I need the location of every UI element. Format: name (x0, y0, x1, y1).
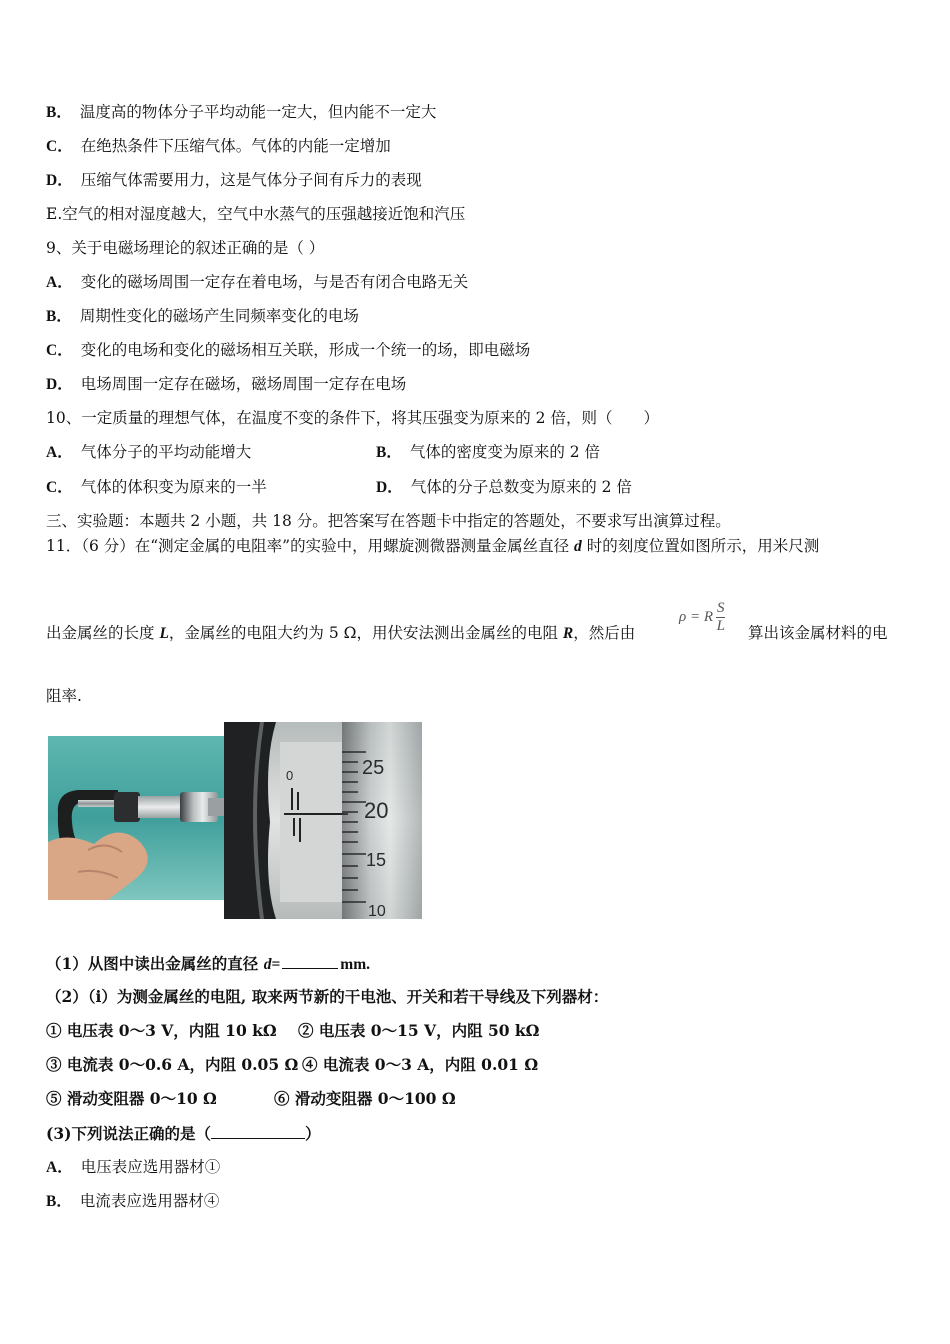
option-text: 气体的体积变为原来的一半 (80, 478, 267, 496)
q9-option-d (46, 374, 406, 395)
q11-text: (3)下列说法正确的是（ (46, 1124, 211, 1143)
formula-numerator: S (716, 600, 725, 616)
q10-option-d (376, 477, 632, 498)
left-photo (48, 722, 224, 919)
q10-option-b (376, 442, 600, 463)
q11-text: 时的刻度位置如图所示，用米尺测 (581, 537, 820, 555)
q11-text: 出金属丝的长度 (46, 624, 160, 642)
option-label: D． (46, 376, 73, 393)
option-text: 周期性变化的磁场产生同频率变化的电场 (79, 307, 359, 325)
thimble-label-15: 15 (366, 850, 387, 870)
q9-option-c (46, 340, 530, 361)
q10-option-c (46, 477, 267, 498)
option-label: B． (376, 444, 402, 461)
option-text: 气体的密度变为原来的 2 倍 (409, 443, 601, 461)
formula-lhs: ρ = R (679, 608, 713, 625)
q11-var-R: R (562, 625, 574, 642)
option-text: 变化的磁场周围一定存在着电场，与是否有闭合电路无关 (80, 273, 469, 291)
q11-text: 11．（6 分）在“测定金属的电阻率”的实验中，用螺旋测微器测量金属丝直径 (46, 537, 575, 555)
sleeve-label-0: 0 (286, 768, 294, 783)
q11-sub-3 (46, 1123, 320, 1144)
q11-var-d: d (574, 538, 582, 555)
q11-equals: = (271, 956, 281, 973)
q8-option-d (46, 170, 422, 191)
section-heading: 三、实验题：本题共 2 小题，共 18 分。把答案写在答题卡中指定的答题处，不要求写出演算过程。 (46, 512, 731, 530)
equipment-2: ② 电压表 0～15 V，内阻 50 kΩ (298, 1021, 540, 1040)
answer-blank[interactable] (282, 953, 338, 969)
option-label: C． (46, 342, 73, 359)
q9-option-b (46, 306, 359, 327)
option-label: C． (46, 138, 73, 155)
option-label: D． (46, 172, 73, 189)
micrometer-image (48, 722, 422, 919)
option-text: 电流表应选用器材④ (79, 1192, 220, 1210)
option-text: 电压表应选用器材① (80, 1158, 221, 1176)
option-text: E.空气的相对湿度越大，空气中水蒸气的压强越接近饱和汽压 (46, 205, 466, 223)
micrometer-photo (48, 722, 422, 919)
option-label: A． (46, 274, 73, 291)
q11-option-b (46, 1191, 219, 1212)
thimble-label-10: 10 (368, 903, 386, 919)
option-text: 气体分子的平均动能增大 (80, 443, 252, 461)
q11-unit: mm. (340, 956, 370, 973)
option-text: 气体的分子总数变为原来的 2 倍 (410, 478, 632, 496)
q11-line-2-end: 算出该金属材料的电 (748, 624, 888, 642)
option-text: 温度高的物体分子平均动能一定大，但内能不一定大 (79, 103, 437, 121)
equipment-4: ④ 电流表 0～3 A，内阻 0.01 Ω (302, 1055, 539, 1074)
q8-option-b (46, 102, 436, 123)
q8-option-e (46, 204, 465, 224)
option-text: 在绝热条件下压缩气体。气体的内能一定增加 (80, 137, 391, 155)
equipment-1: ① 电压表 0～3 V，内阻 10 kΩ (46, 1021, 277, 1040)
option-label: B． (46, 308, 72, 325)
q11-line-3: 阻率. (46, 687, 82, 705)
formula-denominator: L (716, 618, 725, 634)
option-text: 压缩气体需要用力，这是气体分子间有斥力的表现 (80, 171, 422, 189)
answer-blank[interactable] (211, 1123, 305, 1139)
option-text: 电场周围一定存在磁场，磁场周围一定存在电场 (80, 375, 407, 393)
option-label: A． (46, 1159, 73, 1176)
equipment-3: ③ 电流表 0～0.6 A，内阻 0.05 Ω (46, 1055, 299, 1074)
option-label: B． (46, 104, 72, 121)
q11-text: （1）从图中读出金属丝的直径 (46, 954, 264, 973)
q11-var-L: L (159, 625, 169, 642)
formula-fraction (716, 600, 726, 635)
q11-sub-2: （2）（i）为测金属丝的电阻, 取来两节新的干电池、开关和若干导线及下列器材： (46, 987, 609, 1006)
q11-text: ，然后由 (573, 624, 636, 642)
right-photo (224, 722, 422, 919)
q11-line-2 (46, 623, 635, 644)
option-text: 变化的电场和变化的磁场相互关联，形成一个统一的场，即电磁场 (80, 341, 531, 359)
q10-stem: 10、一定质量的理想气体，在温度不变的条件下，将其压强变为原来的 2 倍，则（ ） (46, 409, 659, 427)
q11-sub-1 (46, 953, 370, 975)
option-label: D． (376, 479, 403, 496)
q9-stem: 9、关于电磁场理论的叙述正确的是（ ） (46, 239, 325, 257)
equipment-6: ⑥ 滑动变阻器 0～100 Ω (274, 1089, 456, 1108)
thimble-label-20: 20 (364, 798, 389, 823)
resistivity-formula (679, 600, 725, 635)
equipment-5: ⑤ 滑动变阻器 0～10 Ω (46, 1089, 217, 1108)
q11-text: ，金属丝的电阻大约为 5 Ω，用伏安法测出金属丝的电阻 (168, 624, 563, 642)
thimble-label-25: 25 (362, 757, 385, 779)
q9-option-a (46, 272, 468, 293)
option-label: C． (46, 479, 73, 496)
q11-line-1 (46, 536, 819, 557)
q8-option-c (46, 136, 391, 157)
option-label: B． (46, 1193, 72, 1210)
q11-text: ） (304, 1124, 321, 1143)
q10-option-a (46, 442, 251, 463)
option-label: A． (46, 444, 73, 461)
q11-var-d: d (263, 956, 272, 973)
q11-option-a (46, 1157, 220, 1178)
